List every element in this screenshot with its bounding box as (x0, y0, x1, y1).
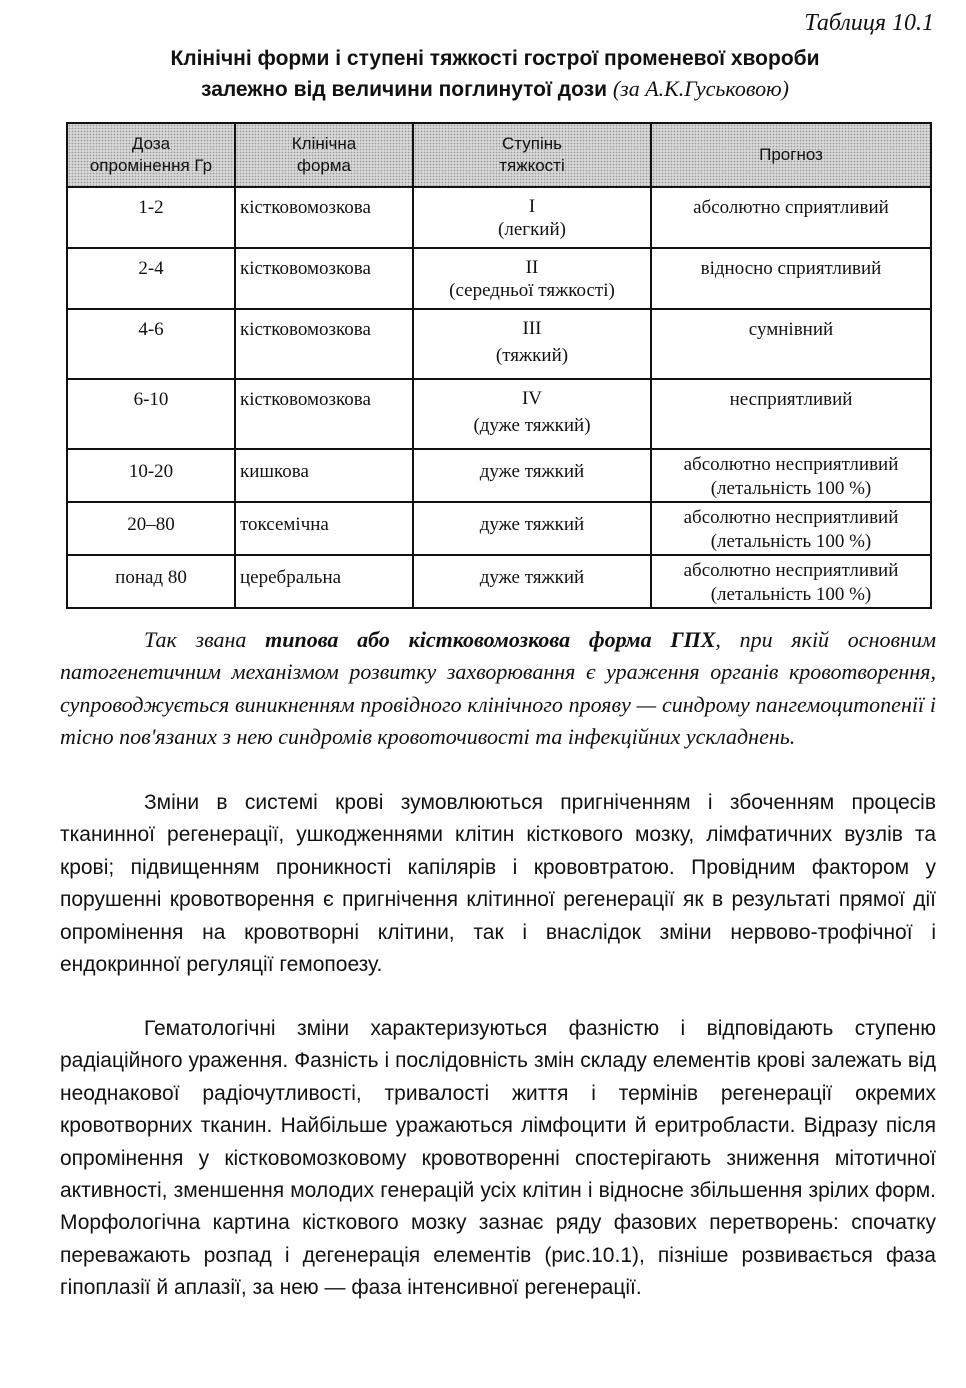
dose-value: 1-2 (138, 197, 164, 218)
cell-prognosis (651, 502, 931, 555)
header-prognosis: Прогноз (651, 123, 931, 187)
form-value: кістковомозкова (240, 319, 371, 340)
degree-value: IV (521, 388, 543, 409)
dose-value: 4-6 (138, 319, 164, 340)
table-row (67, 248, 931, 309)
prognosis-value: абсолютно несприятливий (683, 454, 899, 475)
degree-note: (середньої тяжкості) (449, 280, 615, 301)
cell-form (235, 555, 413, 608)
dose-value: 2-4 (138, 258, 164, 279)
header-dose (67, 123, 235, 187)
degree-value: II (525, 257, 539, 278)
form-value: кишкова (240, 461, 309, 482)
paragraph-1-lead: Так звана (144, 627, 266, 652)
paragraph-typical-form (60, 624, 936, 754)
prognosis-value: несприятливий (729, 389, 853, 410)
cell-degree (413, 187, 651, 248)
cell-degree (413, 502, 651, 555)
prognosis-value: відносно сприятливий (700, 258, 882, 279)
table-row (67, 555, 931, 608)
cell-degree (413, 379, 651, 449)
form-value: кістковомозкова (240, 389, 371, 410)
table-row (67, 449, 931, 502)
severity-table (66, 122, 932, 609)
form-value: кістковомозкова (240, 258, 371, 279)
header-dose-line1: Доза (131, 134, 171, 153)
cell-form (235, 248, 413, 309)
cell-dose (67, 502, 235, 555)
form-value: церебральна (240, 567, 342, 588)
degree-note: (дуже тяжкий) (473, 415, 591, 436)
header-form-line2: форма (296, 156, 352, 175)
dose-value: понад 80 (115, 567, 187, 588)
cell-prognosis (651, 187, 931, 248)
prognosis-note: (летальність 100 %) (710, 584, 872, 605)
table-number-label: Таблиця 10.1 (804, 10, 934, 36)
cell-prognosis (651, 309, 931, 379)
table-row (67, 309, 931, 379)
paragraph-1-bold-term: типова або кістковомозкова форма ГПХ (265, 627, 716, 652)
cell-form (235, 379, 413, 449)
cell-dose (67, 379, 235, 449)
table-title-line2 (60, 74, 930, 105)
table-header-row (67, 123, 931, 187)
table-title-author: (за А.К.Гуськовою) (612, 76, 789, 101)
cell-dose (67, 555, 235, 608)
cell-prognosis (651, 555, 931, 608)
cell-dose (67, 248, 235, 309)
cell-form (235, 309, 413, 379)
dose-value: 6-10 (133, 389, 169, 410)
prognosis-value: абсолютно несприятливий (683, 560, 899, 581)
degree-value: дуже тяжкий (479, 514, 585, 535)
cell-form (235, 502, 413, 555)
cell-prognosis (651, 248, 931, 309)
header-form (235, 123, 413, 187)
cell-degree (413, 309, 651, 379)
table-title-line1: Клінічні форми і ступені тяжкості гострої променевої хвороби (170, 47, 820, 70)
prognosis-value: сумнівний (748, 319, 834, 340)
paragraph-1-rest: , при якій основним патогенетичним механізмом розвитку захворювання є ураження органів кровотворення, супроводжується виникненням провідного клінічного прояву — синдрому пангемоцитопенії і тісно пов'язаних з нею синдромів кровоточивості та інфекційних ускладнень. (60, 627, 936, 750)
table-row (67, 502, 931, 555)
cell-form (235, 187, 413, 248)
prognosis-note: (летальність 100 %) (710, 478, 872, 499)
table-row (67, 379, 931, 449)
header-form-line1: Клінічна (291, 134, 357, 153)
cell-degree (413, 555, 651, 608)
degree-note: (легкий) (498, 219, 566, 240)
table-title (60, 44, 930, 105)
header-dose-line2: опромінення Гр (89, 156, 213, 175)
cell-degree (413, 449, 651, 502)
header-severity-line1: Ступінь (502, 134, 562, 153)
cell-prognosis (651, 449, 931, 502)
dose-value: 10-20 (128, 461, 174, 482)
cell-prognosis (651, 379, 931, 449)
paragraph-hematologic-changes: Гематологічні зміни характеризуються фазністю і відповідають ступеню радіаційного ураження. Фазність і послідовність змін складу елементів крові залежать від неоднакової радіочутливості, тривалості життя і термінів регенерації окремих кровотворних тканин. Найбільше уражаються лімфоцити й еритробласти. Відразу після опромінення у кістковомозковому кровотворенні спостерігають зниження мітотичної активності, зменшення молодих генерацій усіх клітин і відносне збільшення зрілих форм. Морфологічна картина кісткового мозку зазнає ряду фазових перетворень: спочатку переважають розпад і дегенерація елементів (рис.10.1), пізніше розвивається фаза гіпоплазії й аплазії, за нею — фаза інтенсивної регенерації. (60, 1017, 936, 1300)
cell-form (235, 449, 413, 502)
table-title-line2-text: залежно від величини поглинутої дози (201, 78, 607, 101)
degree-value: I (528, 196, 536, 217)
header-severity (413, 123, 651, 187)
prognosis-value: абсолютно несприятливий (683, 507, 899, 528)
header-severity-line2: тяжкості (499, 156, 565, 175)
prognosis-value: абсолютно сприятливий (693, 197, 889, 218)
prognosis-note: (летальність 100 %) (710, 531, 872, 552)
paragraph-blood-changes: Зміни в системі крові зумовлюються пригніченням і збоченням процесів тканинної регенерації, ушкодженнями клітин кісткового мозку, лімфатичних вузлів та крові; підвищенням проникності капілярів і крововтратою. Провідним фактором у порушенні кровотворення є пригнічення клітинної регенерації як в результаті прямої дії опромінення на кровотворні клітини, так і внаслідок зміни нервово-трофічної і ендокринної регуляції гемопоезу. (60, 791, 936, 977)
degree-value: дуже тяжкий (479, 461, 585, 482)
dose-value: 20–80 (127, 514, 175, 535)
cell-dose (67, 187, 235, 248)
degree-value: дуже тяжкий (479, 567, 585, 588)
degree-value: III (522, 318, 542, 339)
cell-dose (67, 449, 235, 502)
cell-dose (67, 309, 235, 379)
form-value: токсемічна (240, 514, 329, 535)
degree-note: (тяжкий) (495, 345, 569, 366)
cell-degree (413, 248, 651, 309)
table-row (67, 187, 931, 248)
form-value: кістковомозкова (240, 197, 371, 218)
